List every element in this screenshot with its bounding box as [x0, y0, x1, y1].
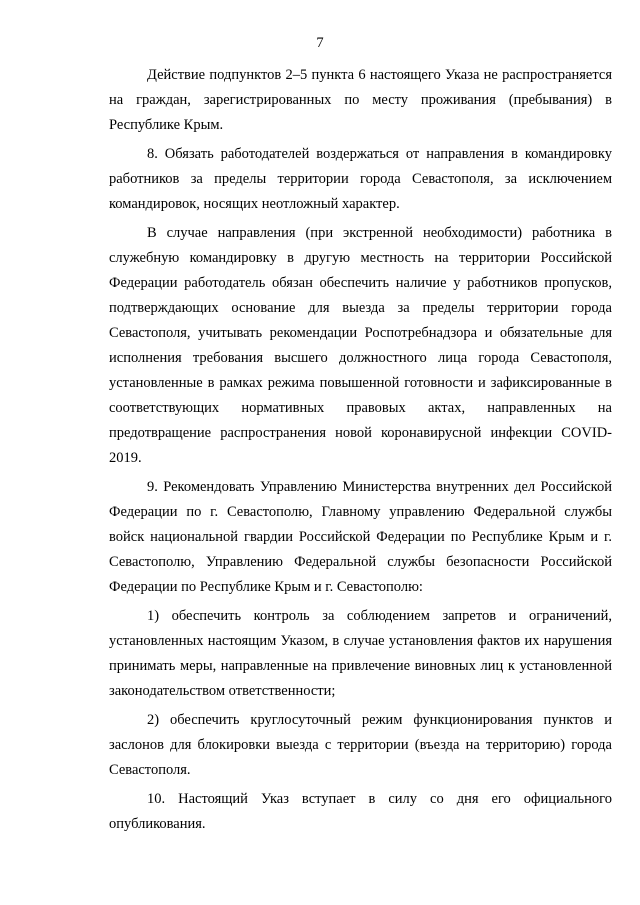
paragraph-9-recommendation: 9. Рекомендовать Управлению Министерства внутренних дел Российской Федерации по г. Севастополю, Главному управлению Федеральной службы войск национальной гвардии Российской Федерации по Республике Крым и г. Севастополю, Управлению Федеральной службы безопасности Российской Федерации по Республике Крым и г. Севастополю: — [109, 479, 612, 595]
document-body — [109, 63, 612, 841]
paragraph-8-business-trips: 8. Обязать работодателей воздержаться от направления в командировку работников за пределы территории города Севастополя, за исключением командировок, носящих неотложный характер. — [109, 146, 612, 212]
page-number: 7 — [316, 35, 324, 51]
paragraph-10-effective-date: 10. Настоящий Указ вступает в силу со дня его официального опубликования. — [109, 791, 612, 832]
paragraph-9-item-1: 1) обеспечить контроль за соблюдением запретов и ограничений, установленных настоящим Указом, в случае установления фактов их нарушения принимать меры, направленные на привлечение виновных лиц к установленной законодательством ответственности; — [109, 608, 612, 699]
paragraph-exception-crimea: Действие подпунктов 2–5 пункта 6 настоящего Указа не распространяется на граждан, зарегистрированных по месту проживания (пребывания) в Республике Крым. — [109, 67, 612, 133]
paragraph-8-trip-requirements: В случае направления (при экстренной необходимости) работника в служебную командировку в другую местность на территории Российской Федерации работодатель обязан обеспечить наличие у работников пропусков, подтверждающих основание для выезда за пределы территории города Севастополя, учитывать рекомендации Роспотребнадзора и обязательные для исполнения требования высшего должностного лица города Севастополя, установленные в рамках режима повышенной готовности и зафиксированные в соответствующих нормативных правовых актах, направленных на предотвращение распространения новой коронавирусной инфекции COVID-2019. — [109, 225, 612, 466]
paragraph-9-item-2: 2) обеспечить круглосуточный режим функционирования пунктов и заслонов для блокировки выезда с территории (въезда на территорию) города Севастополя. — [109, 712, 612, 778]
